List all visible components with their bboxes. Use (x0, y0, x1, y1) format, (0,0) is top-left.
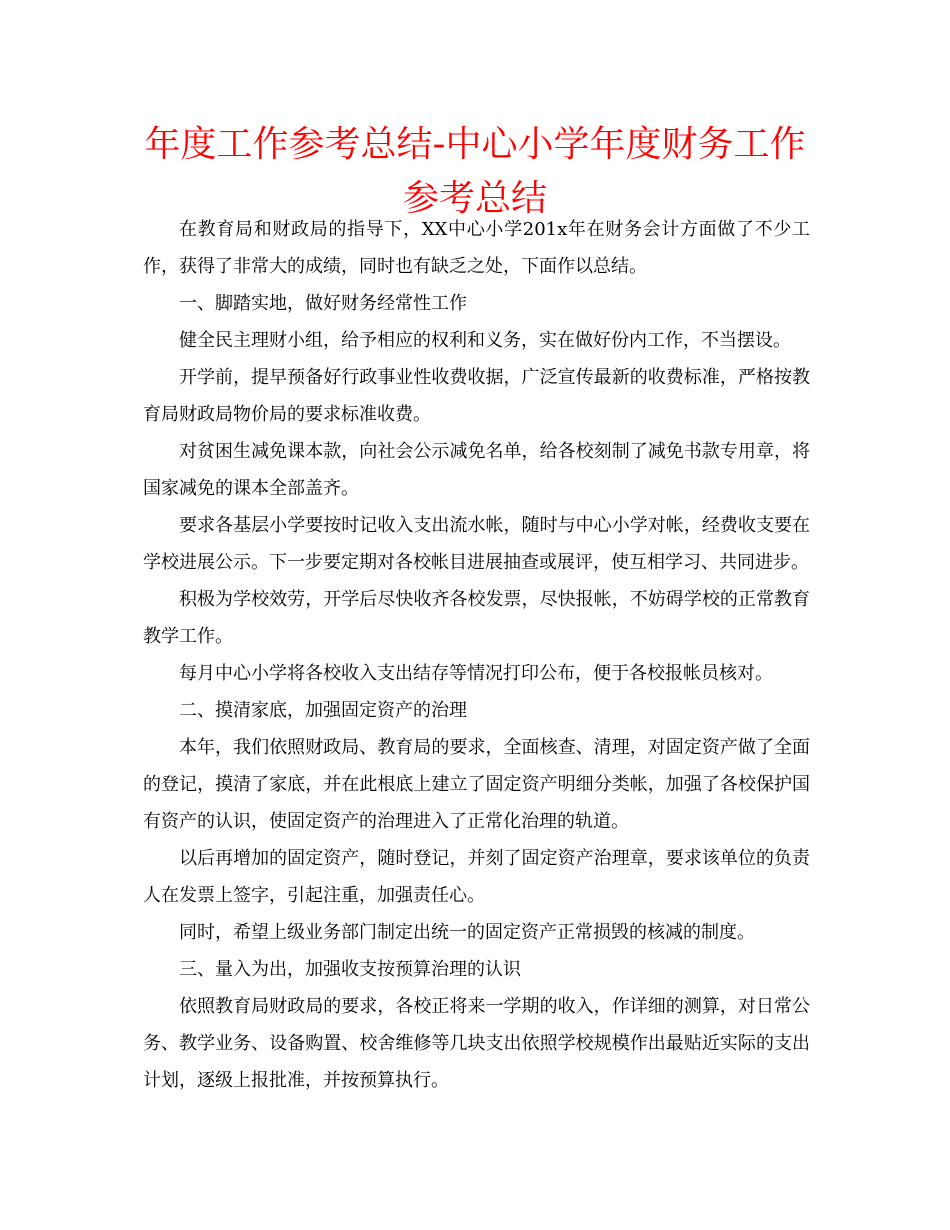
document-body (143, 211, 810, 1099)
paragraph: 对贫困生减免课本款，向社会公示减免名单，给各校刻制了减免书款专用章，将国家减免的课本全部盖齐。 (143, 441, 810, 499)
section-heading-1: 一、脚踏实地，做好财务经常性工作 (179, 293, 467, 314)
paragraph: 本年，我们依照财政局、教育局的要求，全面核查、清理，对固定资产做了全面的登记，摸清了家底，并在此根底上建立了固定资产明细分类帐，加强了各校保护国有资产的认识，使固定资产的治理进入了正常化治理的轨道。 (143, 737, 810, 832)
paragraph: 每月中心小学将各校收入支出结存等情况打印公布，便于各校报帐员核对。 (179, 663, 773, 684)
paragraph: 以后再增加的固定资产，随时登记，并刻了固定资产治理章，要求该单位的负责人在发票上签字，引起注重，加强责任心。 (143, 848, 810, 906)
document-title: 年度工作参考总结-中心小学年度财务工作参考总结 (144, 124, 806, 219)
paragraph: 健全民主理财小组，给予相应的权利和义务，实在做好份内工作，不当摆设。 (179, 330, 791, 351)
section-heading-2: 二、摸清家底，加强固定资产的治理 (179, 700, 467, 721)
paragraph: 同时，希望上级业务部门制定出统一的固定资产正常损毁的核减的制度。 (179, 922, 755, 943)
section-heading-3: 三、量入为出，加强收支按预算治理的认识 (179, 959, 521, 980)
paragraph-intro: 在教育局和财政局的指导下，XX中心小学201x年在财务会计方面做了不少工作，获得了非常大的成绩，同时也有缺乏之处，下面作以总结。 (143, 219, 810, 277)
paragraph: 依照教育局财政局的要求，各校正将来一学期的收入，作详细的测算，对日常公务、教学业务、设备购置、校舍维修等几块支出依照学校规模作出最贴近实际的支出计划，逐级上报批准，并按预算执行。 (143, 996, 810, 1091)
paragraph: 开学前，提早预备好行政事业性收费收据，广泛宣传最新的收费标准，严格按教育局财政局物价局的要求标准收费。 (143, 367, 810, 425)
paragraph: 要求各基层小学要按时记收入支出流水帐，随时与中心小学对帐，经费收支要在学校进展公示。下一步要定期对各校帐目进展抽查或展评，使互相学习、共同进步。 (143, 515, 810, 573)
paragraph: 积极为学校效劳，开学后尽快收齐各校发票，尽快报帐，不妨碍学校的正常教育教学工作。 (143, 589, 810, 647)
